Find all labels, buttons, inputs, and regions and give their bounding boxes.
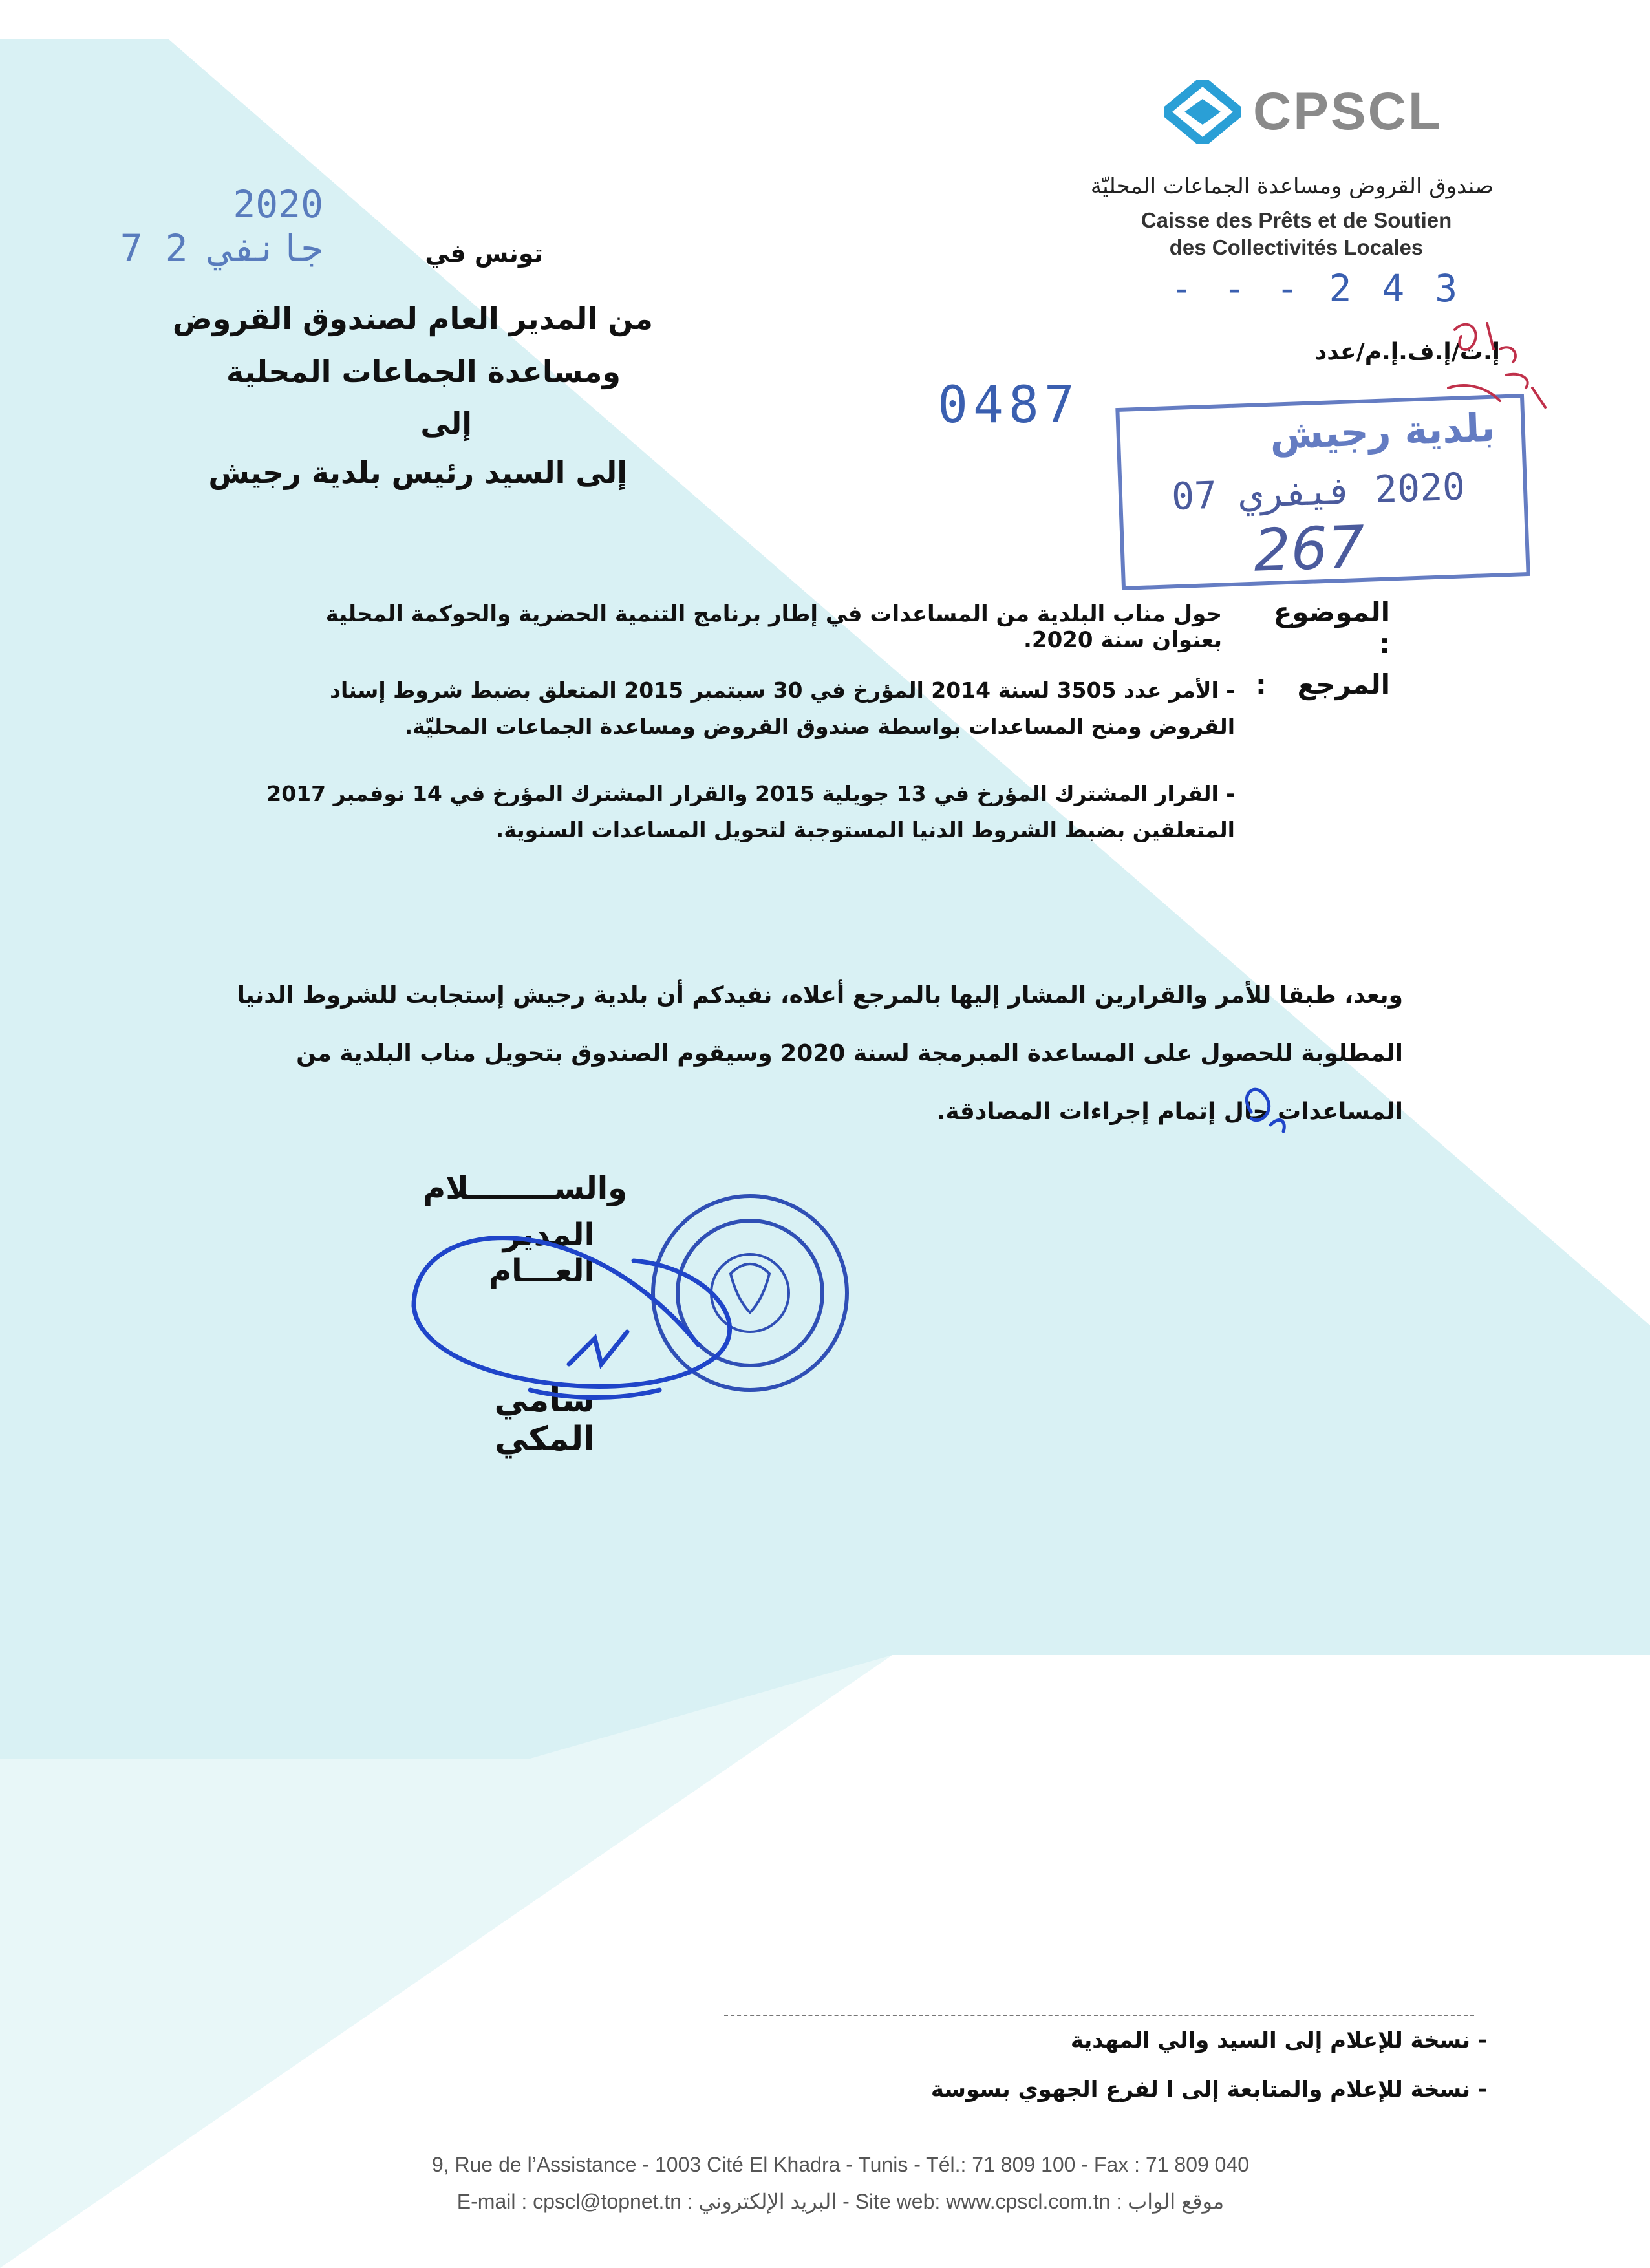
copy-recipient-1: - نسخة للإعلام إلى السيد والي المهدية bbox=[1070, 2027, 1487, 2053]
letter-body: وبعد، طبقا للأمر والقرارين المشار إليها بالمرجع أعلاه، نفيدكم أن بلدية رجيش إستجابت للشروط الدنيا المطلوبة للحصول على المساعدة المبرمجة لسنة 2020 وسيقوم الصندوق بتحويل مناب البلدية من المساعدات حال إتمام إجراءات المصادقة. bbox=[237, 982, 1403, 1125]
org-name-french-line1: Caisse des Prêts et de Soutien bbox=[1141, 208, 1452, 232]
copies-divider bbox=[724, 2015, 1474, 2016]
reception-stamp-date: 2020 فيفري 07 bbox=[1170, 464, 1466, 519]
reference-item-2: - القرار المشترك المؤرخ في 13 جويلية 2015 والقرار المشترك المؤرخ في 14 نوفمبر 2017 المتعلقين بضبط الشروط الدنيا المستوجبة لتحويل المساعدات السنوية. bbox=[266, 781, 1235, 842]
subject-text: حول مناب البلدية من المساعدات في إطار برنامج التنمية الحضرية والحوكمة المحلية بعنوان سنة 2020. bbox=[325, 601, 1222, 653]
place-date: تونس في bbox=[425, 239, 543, 268]
reference-item-1: - الأمر عدد 3505 لسنة 2014 المؤرخ في 30 سبتمبر 2015 المتعلق بضبط شروط إسناد القروض ومنح المساعدات بواسطة صندوق القروض ومساعدة الجماعات المحليّة. bbox=[330, 678, 1235, 739]
reference-label: المرجع bbox=[1297, 669, 1390, 700]
reference-number-label: إ.ت/إ.ف.إ.م/عدد bbox=[1314, 339, 1500, 365]
signatory-name: سامي المكي bbox=[494, 1381, 595, 1459]
received-number: 0487 bbox=[938, 376, 1080, 434]
cpscl-logo-icon bbox=[1164, 80, 1241, 144]
org-name-arabic: صندوق القروض ومساعدة الجماعات المحليّة bbox=[1090, 173, 1494, 199]
footer-contact: E-mail : cpscl@topnet.tn : البريد الإلكتروني - Site web: www.cpscl.com.tn : موقع الواب bbox=[456, 2190, 1225, 2213]
cpscl-logo bbox=[1164, 76, 1461, 147]
sender-line2: ومساعدة الجماعات المحلية bbox=[226, 354, 621, 389]
reception-stamp-municipality: بلدية رجيش bbox=[1269, 405, 1496, 458]
reception-stamp-number: 267 bbox=[1252, 513, 1366, 585]
footer-address: 9, Rue de l’Assistance - 1003 Cité El Khadra - Tunis - Tél.: 71 809 100 - Fax : 71 809 040 bbox=[431, 2153, 1250, 2176]
date-stamp: 2020 جانفي 2 7 bbox=[120, 182, 323, 270]
subject-label: الموضوع : bbox=[1273, 596, 1390, 659]
reception-stamp bbox=[1115, 394, 1530, 590]
copy-recipient-2: - نسخة للإعلام والمتابعة إلى ا لفرع الجهوي بسوسة bbox=[930, 2077, 1487, 2102]
logo-text: CPSCL bbox=[1253, 82, 1442, 141]
sender-line1: من المدير العام لصندوق القروض bbox=[172, 301, 653, 336]
closing-salutation: والســــــــلام bbox=[422, 1170, 627, 1206]
recipient: إلى السيد رئيس بلدية رجيش bbox=[208, 455, 627, 490]
reference-colon: : bbox=[1256, 669, 1267, 700]
signatory-title: المدير العـــام bbox=[489, 1217, 595, 1289]
org-name-french-line2: des Collectivités Locales bbox=[1169, 235, 1424, 259]
outgoing-number: - - - 2 4 3 bbox=[1170, 266, 1462, 310]
to-word: إلى bbox=[420, 406, 472, 441]
